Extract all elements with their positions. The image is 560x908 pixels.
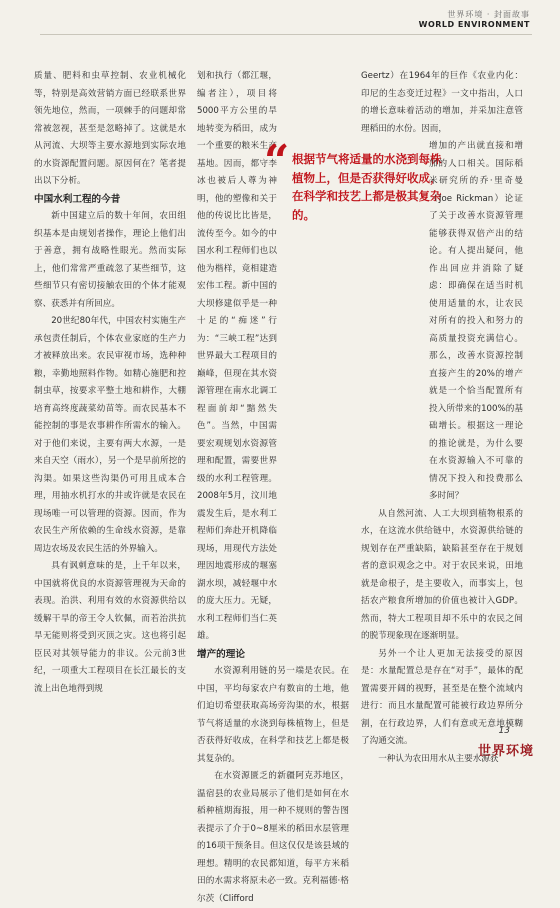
paragraph: 另外一个让人更加无法接受的原因是：水量配置总是存在“对手”，最体的配置需要开阔的视野，甚至是在整个流域内进行：而且水量配置可能被行政边界所分割，在行政边界，人们有意或无意地模糊了沟通交流。 <box>361 648 523 746</box>
paragraph: 具有讽刺意味的是，上千年以来，中国就将优良的水资源管理视为天命的表现。治洪、利用有效的水资源供给以缓解干旱的帝王令人钦佩，而若治洪抗旱无能则将受到灭顶之灾。这也将引起臣民对其领导能力的非议。公元前3世纪，一项重大工程项目在长江最长的支流上出色地得到规 <box>34 561 186 694</box>
magazine-logo: 世界环境 <box>477 744 534 759</box>
pull-quote-text: 根据节气将适量的水浇到每株植物上，但是否获得好收成，在科学和技艺上都是极其复杂的。 <box>292 152 442 222</box>
column-3 <box>361 68 523 768</box>
paragraph: Geertz）在1964年的巨作《农业内化：印尼的生态变迁过程》一文中指出，人口的增长意味着活动的增加，并采加注意管理稻田的水份。因而， <box>361 71 523 134</box>
paragraph: 新中国建立后的数十年间，农田组织基本是由规划者操作，理论上他们出于善意，拥有战略性眼光。然而实际上，他们常常严重疏忽了某些细节，这些细节只有密切接触农田的个体才能观察、获悉并有所回应。 <box>34 211 186 309</box>
paragraph: 水资源利用链的另一端是农民。在中国，平均每家农户有数亩的土地，他们迫切希望获取高场旁沟渠的水，根据节气将适量的水浇到每株植物上，但是否获得好收成，在科学和技艺上都是极其复杂的。 <box>197 666 349 764</box>
paragraph: 一种认为农田用水从主要水源获 <box>378 753 499 764</box>
quote-mark-icon: “ <box>264 136 290 187</box>
paragraph: 从自然河流、人工大坝到植物根系的水，在这流水供给链中，水资源供给链的规划存在严重缺陷，缺陷甚至存在于规划者的意识观念之中。对于农民来说，田地就是命根子，是主要收入，而事实上，包括农产粮食所增加的价值也被计入GDP。然而，特大工程项目却不乐中的农民之间的脱节现象现在逐渐明显。 <box>361 508 523 641</box>
header-magazine-name: WORLD ENVIRONMENT <box>418 20 530 29</box>
paragraph: 20世纪80年代，中国农村实施生产承包责任制后，个体农业家庭的生产力才被释放出来。农民审视市场，选种种粮，幸勤地照料作物。如精心施肥和控制虫草，按要求平整土地和耕作，大棚培育高终度蔬菜幼苗等。而农民基本不能控制的事是农事耕作所需水的输入。对于他们来说，主要有两大水源，一是来自天空（雨水），另一个是早前所挖的沟渠。如果这些沟渠仍可用且成本合理，用抽水机打水的井或许就是农民在现场唯一可以管理的资源。因而，作为农民生产所依赖的生命线水资源，是靠周边农场及农民生活的外界输入。 <box>34 316 186 554</box>
header-divider <box>40 34 532 35</box>
paragraph: 在水资源匮乏的新疆阿克苏地区，温宿县的农业局展示了他们是如何在水稻种植期海报，用一种不规则的警告图表提示了介于0~8厘米的稻田水层管理的16项干预条目。但这仅仅是该县域的理想。精明的农民都知道，每平方米稻田的水需求将原未必一致。克利福德·格尔茨（Clifford <box>197 771 349 904</box>
running-header <box>419 10 530 30</box>
paragraph: 质量、肥料和虫草控制、农业机械化等，特别是高效营销方面已经联系世界领先地位，然而，一项棘手的问题却常常被忽视，甚至是忽略掉了。这就是水从河流、大坝等主要水源地到实际农地的水资源配置问题。原因何在？笔者提出以下分析。 <box>34 71 186 186</box>
paragraph: 划和执行（都江堰，编者注），项目将5000平方公里的旱地转变为稻田，成为一个重要的粮米生产基地。因而，都守李冰也被后人尊为神明，他的塑像和关于他的传说比比皆是，流传至今。如今的中国水利工程师们也以他为楷样，竟相建造宏伟工程。新中国的大坝修建似乎是一种十足的“痴迷”行为：“三峡工程”达到世界最大工程项目的巅峰，但现在其水资源管理在南水北调工程面前却“黯然失色”。当然，中国需要宏观规划水资源管理和配置，需要世界级的水利工程管理。2008年5月，汶川地震发生后，是水利工程师们奔赴开机降临现场，用现代方法处理因地震形成的堰塞湖水坝，减轻堰中水的庞大压力。无疑，水利工程师们当仁英雄。 <box>197 71 277 641</box>
page-number: 13 <box>498 726 510 736</box>
section-heading: 中国水利工程的今昔 <box>34 193 121 205</box>
column-1 <box>34 68 186 698</box>
paragraph: 增加的产出就直接和增加的人口相关。国际稻米研究所的乔·里奇曼（Joe Rickman）论证了关于改善水资源管理能够获得双倍产出的结论。有人提出疑问，他作出回应并消除了疑虑：即确保在适当时机使用适量的水，让农民对所有的投入和努力的高质量投资充满信心。那么，改善水资源控制直接产生的20%的增产就是一个恰当配置所有投入所带来的100%的基础增长。根据这一理论的推论就是，为什么要在水资源输入不可靠的情况下投入和投费那么多时间？ <box>429 141 523 501</box>
header-section-label: 世界环境 · 封面故事 <box>447 10 530 19</box>
section-heading: 增产的理论 <box>197 648 245 660</box>
